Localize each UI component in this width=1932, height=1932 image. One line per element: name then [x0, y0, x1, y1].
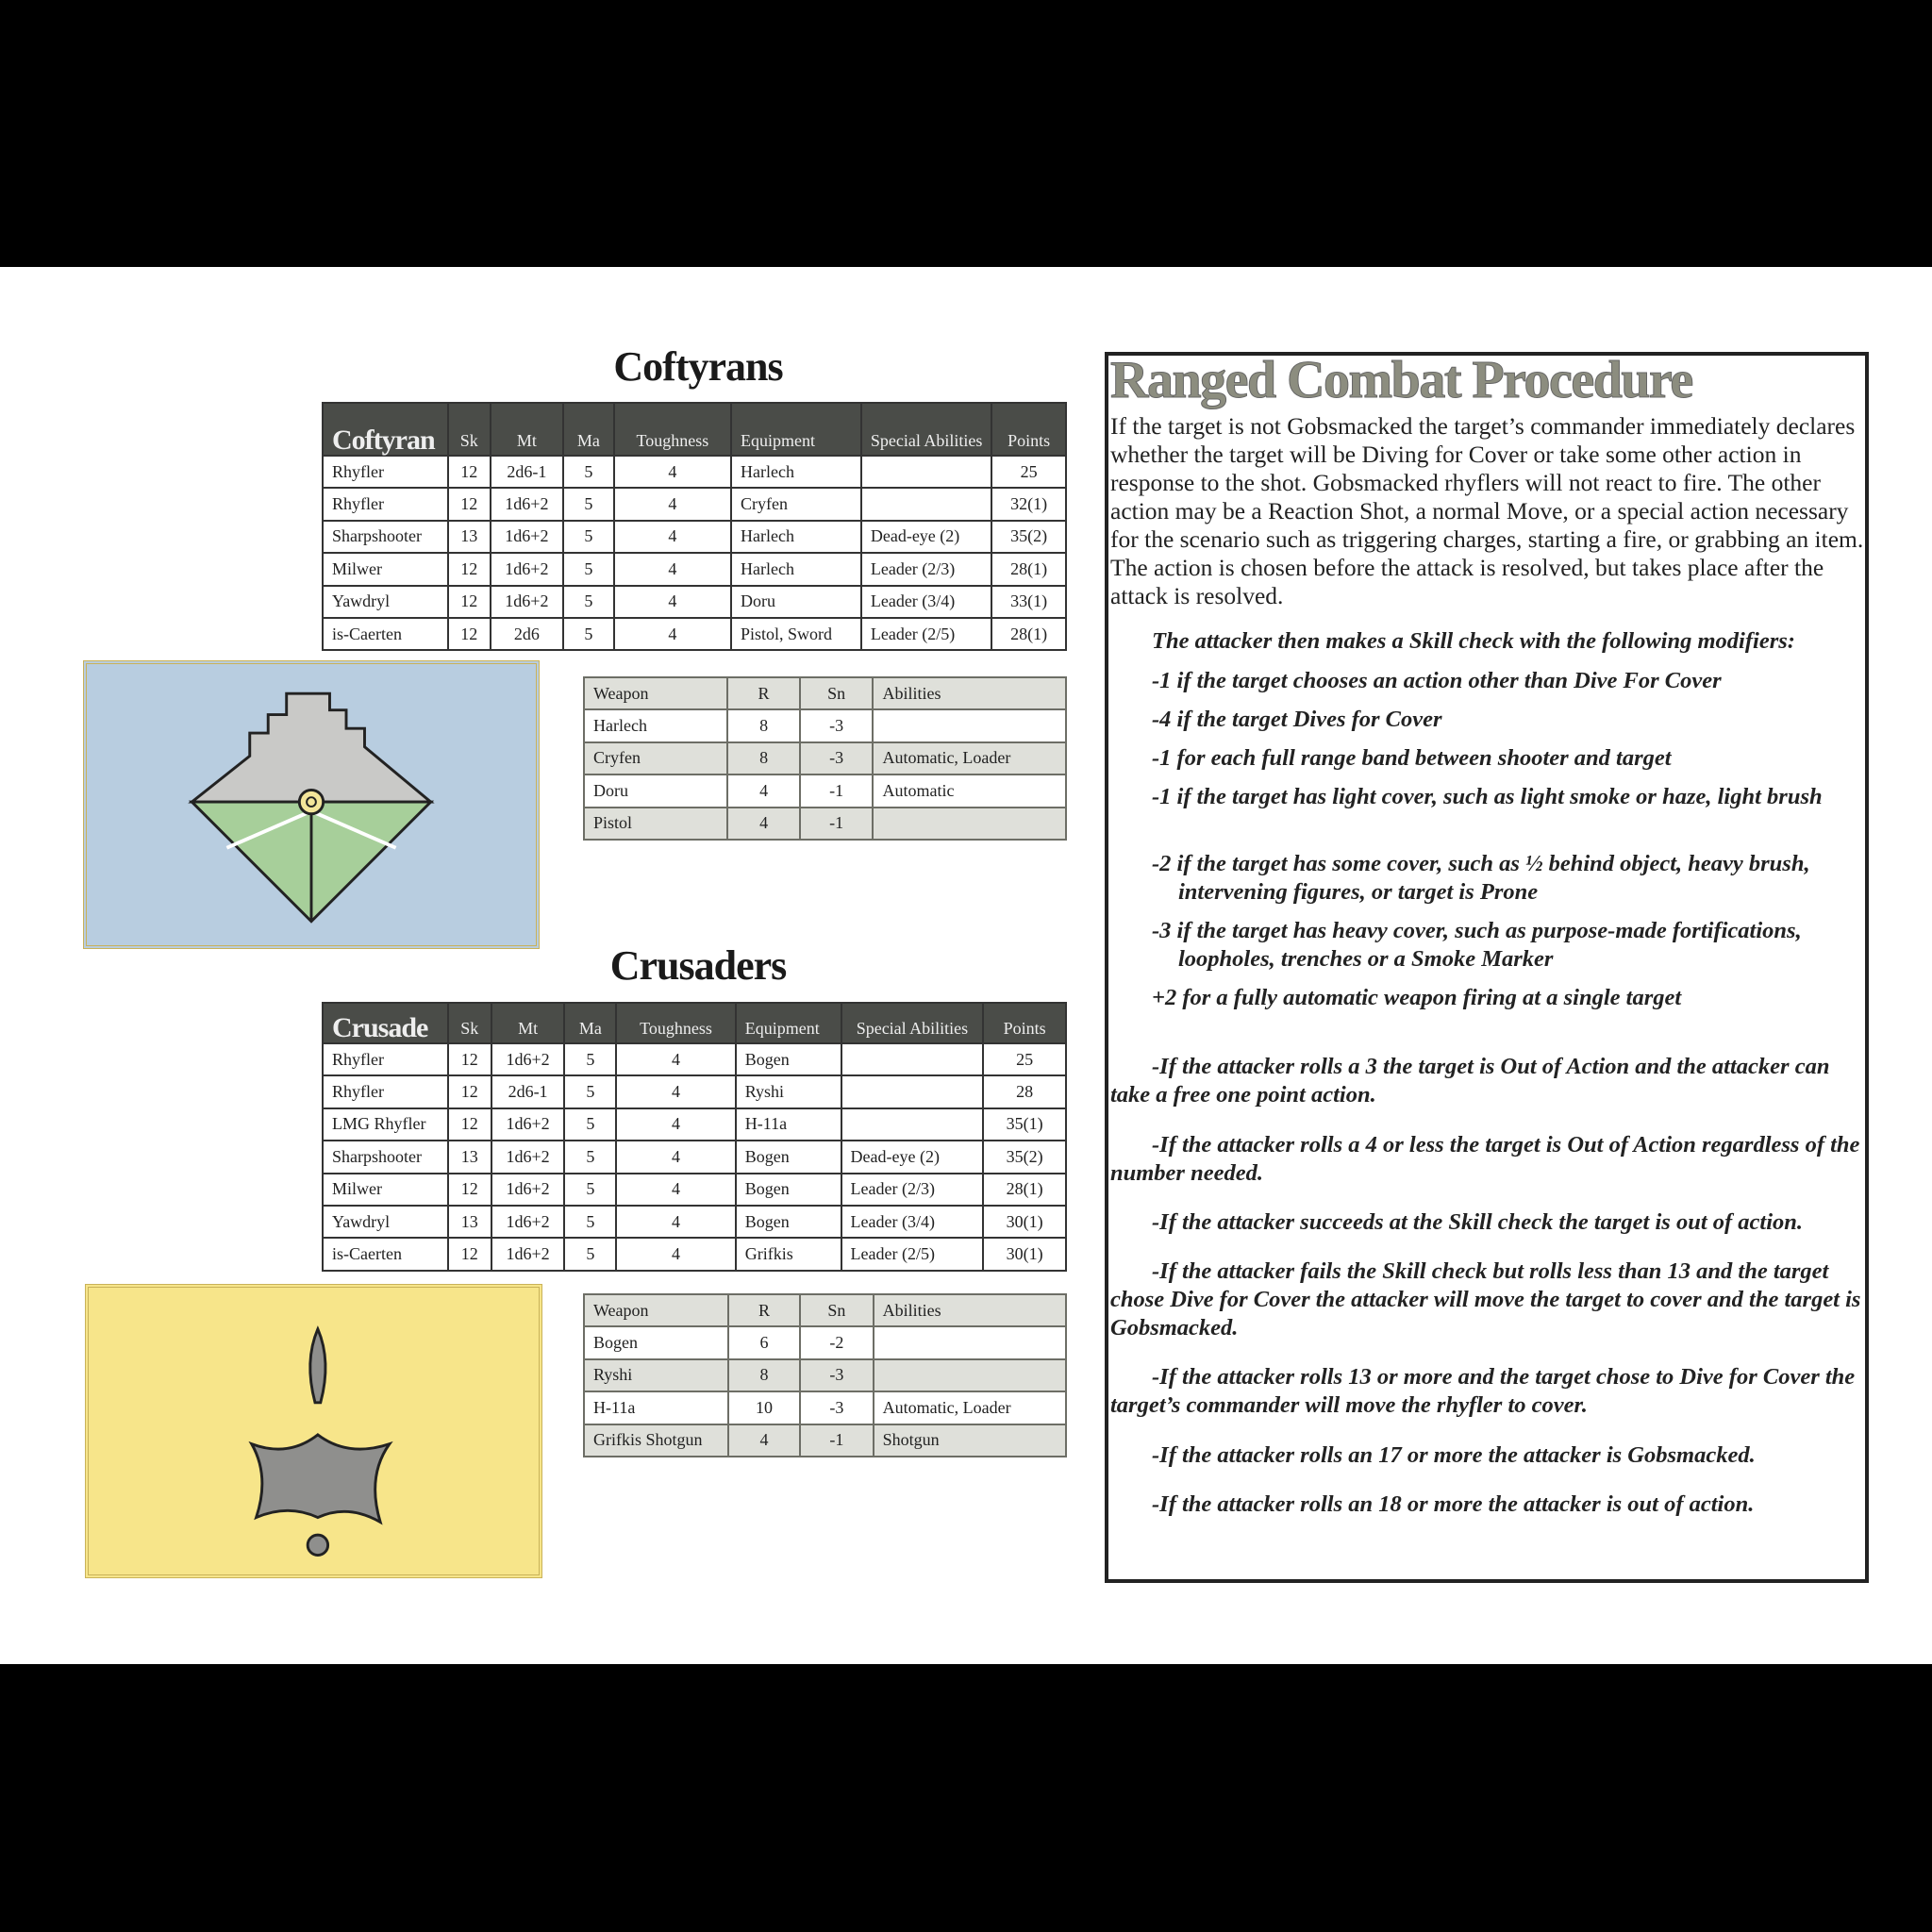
table-cell: Bogen: [584, 1326, 728, 1358]
table-row: [323, 1043, 1066, 1075]
modifier-item: -4 if the target Dives for Cover: [1152, 707, 1442, 732]
column-header: Weapon: [584, 677, 727, 709]
modifier-item: -1 if the target chooses an action other than Dive For Cover: [1152, 668, 1722, 693]
table-cell: Pistol, Sword: [731, 618, 861, 650]
table-cell: [841, 1075, 984, 1108]
table-row: [323, 488, 1066, 520]
table-row: [584, 1326, 1066, 1358]
table-cell: Bogen: [736, 1141, 841, 1173]
table-cell: -3: [800, 709, 874, 741]
table-row: [584, 1391, 1066, 1424]
table-cell: 13: [448, 521, 491, 553]
table-cell: 4: [616, 1206, 735, 1238]
table-cell: [873, 709, 1066, 741]
table-cell: is-Caerten: [323, 1238, 448, 1270]
table-cell: Milwer: [323, 553, 448, 585]
table-cell: Doru: [731, 586, 861, 618]
table-cell: 1d6+2: [491, 1043, 565, 1075]
table-cell: Automatic: [873, 774, 1066, 807]
table-cell: Automatic, Loader: [873, 742, 1066, 774]
table-cell: 1d6+2: [491, 1238, 565, 1270]
column-header: Mt: [491, 403, 563, 456]
column-header: Special Abilities: [841, 1003, 984, 1043]
table-row: [323, 1206, 1066, 1238]
coftyrans-unit-table: [322, 402, 1067, 651]
table-cell: Harlech: [731, 521, 861, 553]
table-cell: 4: [727, 774, 800, 807]
crusaders-unit-table: [322, 1002, 1067, 1272]
column-header: Abilities: [873, 677, 1066, 709]
table-cell: 10: [728, 1391, 800, 1424]
table-row: [323, 1141, 1066, 1173]
table-cell: 8: [727, 709, 800, 741]
table-row: [323, 1238, 1066, 1270]
column-header: Special Abilities: [861, 403, 992, 456]
column-header: Sk: [448, 403, 491, 456]
table-cell: is-Caerten: [323, 618, 448, 650]
column-header: Toughness: [614, 403, 731, 456]
table-cell: Sharpshooter: [323, 1141, 448, 1173]
table-cell: 30(1): [983, 1206, 1066, 1238]
table-cell: 4: [614, 586, 731, 618]
table-cell: 4: [614, 521, 731, 553]
table-cell: 4: [614, 553, 731, 585]
crusaders-title: Crusaders: [609, 942, 787, 989]
modifier-item: -2 if the target has some cover, such as ½ behind object, heavy brush, intervening figures, or target is Prone: [1152, 851, 1810, 905]
table-cell: Harlech: [731, 456, 861, 488]
coftyrans-title: Coftyrans: [613, 343, 783, 390]
table-cell: 4: [614, 618, 731, 650]
table-cell: 4: [616, 1174, 735, 1206]
header-row: [323, 1003, 1066, 1043]
table-row: [323, 1108, 1066, 1141]
table-cell: [873, 808, 1066, 840]
table-cell: 8: [728, 1359, 800, 1391]
header-row: [584, 677, 1066, 709]
table-cell: [861, 456, 992, 488]
column-header: Points: [991, 403, 1066, 456]
table-cell: 6: [728, 1326, 800, 1358]
table-row: [323, 618, 1066, 650]
table-cell: Milwer: [323, 1174, 448, 1206]
table-cell: 5: [564, 1141, 616, 1173]
table-row: [584, 1359, 1066, 1391]
table-cell: 5: [563, 553, 614, 585]
column-header: Ma: [563, 403, 614, 456]
column-header: Sn: [800, 1294, 873, 1326]
table-cell: 25: [991, 456, 1066, 488]
table-cell: 12: [448, 586, 491, 618]
table-cell: Leader (2/3): [841, 1174, 984, 1206]
result-item: -If the attacker rolls a 4 or less the target is Out of Action regardless of the number needed.: [1110, 1132, 1860, 1186]
table-cell: 12: [448, 1174, 491, 1206]
table-cell: 2d6-1: [491, 456, 563, 488]
table-cell: Leader (3/4): [861, 586, 992, 618]
table-row: [584, 1424, 1066, 1457]
column-header: Weapon: [584, 1294, 728, 1326]
column-header: Coftyran: [323, 403, 448, 456]
table-cell: 1d6+2: [491, 1141, 565, 1173]
table-cell: Shotgun: [874, 1424, 1066, 1457]
column-header: Sk: [448, 1003, 491, 1043]
table-cell: 4: [616, 1075, 735, 1108]
table-cell: H-11a: [736, 1108, 841, 1141]
table-cell: 5: [563, 521, 614, 553]
table-cell: 1d6+2: [491, 553, 563, 585]
table-cell: 12: [448, 1075, 491, 1108]
crusader-flag-image: [85, 1284, 542, 1578]
table-cell: 2d6-1: [491, 1075, 565, 1108]
modifier-item: -3 if the target has heavy cover, such as purpose-made fortifications, loopholes, trenches or a Smoke Marker: [1152, 918, 1802, 972]
table-cell: Dead-eye (2): [841, 1141, 984, 1173]
column-header: Toughness: [616, 1003, 735, 1043]
column-header: Sn: [800, 677, 874, 709]
table-cell: 1d6+2: [491, 1108, 565, 1141]
table-cell: 8: [727, 742, 800, 774]
table-cell: Ryshi: [736, 1075, 841, 1108]
coftyrans-weapon-table: [583, 676, 1067, 841]
table-cell: Leader (2/5): [861, 618, 992, 650]
table-cell: 12: [448, 1043, 491, 1075]
table-cell: 5: [564, 1238, 616, 1270]
table-cell: -3: [800, 742, 874, 774]
table-cell: Rhyfler: [323, 456, 448, 488]
table-cell: 13: [448, 1206, 491, 1238]
table-cell: LMG Rhyfler: [323, 1108, 448, 1141]
table-cell: 13: [448, 1141, 491, 1173]
table-cell: 4: [616, 1141, 735, 1173]
table-cell: 4: [614, 488, 731, 520]
table-row: [323, 521, 1066, 553]
table-cell: [841, 1043, 984, 1075]
table-cell: 5: [564, 1174, 616, 1206]
table-cell: 12: [448, 618, 491, 650]
table-cell: Doru: [584, 774, 727, 807]
table-cell: 5: [563, 488, 614, 520]
table-row: [323, 1075, 1066, 1108]
table-cell: 12: [448, 488, 491, 520]
table-cell: Automatic, Loader: [874, 1391, 1066, 1424]
column-header: Mt: [491, 1003, 565, 1043]
table-cell: Grifkis: [736, 1238, 841, 1270]
procedure-title: Ranged Combat Procedure: [1110, 351, 1692, 409]
table-cell: 4: [614, 456, 731, 488]
table-cell: -3: [800, 1391, 873, 1424]
table-cell: Rhyfler: [323, 1043, 448, 1075]
table-cell: Leader (2/5): [841, 1238, 984, 1270]
modifiers-intro: The attacker then makes a Skill check with the following modifiers:: [1152, 628, 1795, 654]
table-cell: Yawdryl: [323, 586, 448, 618]
table-cell: [841, 1108, 984, 1141]
table-cell: Harlech: [584, 709, 727, 741]
table-cell: -1: [800, 808, 874, 840]
table-cell: 12: [448, 553, 491, 585]
table-cell: 12: [448, 1108, 491, 1141]
table-cell: -2: [800, 1326, 873, 1358]
result-item: -If the attacker rolls a 3 the target is Out of Action and the attacker can take a free one point action.: [1110, 1054, 1830, 1108]
table-cell: 35(1): [983, 1108, 1066, 1141]
column-header: Equipment: [731, 403, 861, 456]
table-cell: Rhyfler: [323, 488, 448, 520]
column-header: Ma: [564, 1003, 616, 1043]
result-item: -If the attacker rolls 13 or more and the target chose to Dive for Cover the target’s commander will move the rhyfler to cover.: [1110, 1364, 1856, 1418]
table-cell: Sharpshooter: [323, 521, 448, 553]
table-cell: Pistol: [584, 808, 727, 840]
table-row: [584, 742, 1066, 774]
table-row: [323, 456, 1066, 488]
table-cell: 35(2): [991, 521, 1066, 553]
table-cell: Cryfen: [731, 488, 861, 520]
table-cell: 28: [983, 1075, 1066, 1108]
table-cell: 1d6+2: [491, 488, 563, 520]
table-cell: 5: [563, 618, 614, 650]
table-cell: Bogen: [736, 1174, 841, 1206]
table-cell: H-11a: [584, 1391, 728, 1424]
column-header: R: [728, 1294, 800, 1326]
table-cell: 5: [564, 1108, 616, 1141]
table-cell: 4: [616, 1108, 735, 1141]
table-cell: 4: [616, 1043, 735, 1075]
table-row: [584, 808, 1066, 840]
table-row: [323, 586, 1066, 618]
table-cell: 5: [564, 1043, 616, 1075]
table-cell: -3: [800, 1359, 873, 1391]
column-header: Points: [983, 1003, 1066, 1043]
table-cell: Grifkis Shotgun: [584, 1424, 728, 1457]
table-cell: Harlech: [731, 553, 861, 585]
table-cell: 5: [563, 456, 614, 488]
procedure-intro: If the target is not Gobsmacked the target’s commander immediately declares whether the target will be Diving for Cover or take some other action in response to the shot. Gobsmacked rhyflers will not react to fire. The other action may be a Reaction Shot, a normal Move, or a special action necessary for the scenario such as triggering charges, starting a fire, or grabbing an item. The action is chosen before the attack is resolved, but takes place after the attack is resolved.: [1110, 412, 1864, 609]
table-cell: 1d6+2: [491, 521, 563, 553]
header-row: [584, 1294, 1066, 1326]
column-header: Equipment: [736, 1003, 841, 1043]
table-cell: -1: [800, 774, 874, 807]
table-row: [323, 553, 1066, 585]
table-row: [584, 774, 1066, 807]
table-cell: Dead-eye (2): [861, 521, 992, 553]
table-cell: 12: [448, 456, 491, 488]
table-cell: 2d6: [491, 618, 563, 650]
table-cell: Yawdryl: [323, 1206, 448, 1238]
crusaders-weapon-table: [583, 1293, 1067, 1457]
table-cell: 35(2): [983, 1141, 1066, 1173]
table-cell: 33(1): [991, 586, 1066, 618]
table-cell: 5: [564, 1075, 616, 1108]
table-cell: Rhyfler: [323, 1075, 448, 1108]
table-cell: -1: [800, 1424, 873, 1457]
table-cell: Ryshi: [584, 1359, 728, 1391]
table-cell: 4: [728, 1424, 800, 1457]
table-cell: 1d6+2: [491, 586, 563, 618]
table-cell: Cryfen: [584, 742, 727, 774]
table-cell: 32(1): [991, 488, 1066, 520]
table-cell: Leader (2/3): [861, 553, 992, 585]
table-cell: Bogen: [736, 1043, 841, 1075]
table-cell: 5: [563, 586, 614, 618]
table-cell: 28(1): [991, 553, 1066, 585]
modifier-item: -1 for each full range band between shooter and target: [1152, 745, 1672, 771]
table-cell: 1d6+2: [491, 1174, 565, 1206]
table-cell: Leader (3/4): [841, 1206, 984, 1238]
table-cell: Bogen: [736, 1206, 841, 1238]
table-cell: 28(1): [983, 1174, 1066, 1206]
table-cell: 4: [727, 808, 800, 840]
table-cell: [861, 488, 992, 520]
result-item: -If the attacker rolls an 18 or more the attacker is out of action.: [1152, 1491, 1755, 1517]
header-row: [323, 403, 1066, 456]
table-cell: 12: [448, 1238, 491, 1270]
table-cell: 28(1): [991, 618, 1066, 650]
table-cell: 30(1): [983, 1238, 1066, 1270]
table-cell: [874, 1359, 1066, 1391]
ranged-combat-procedure-box: [1105, 352, 1869, 1583]
table-row: [584, 709, 1066, 741]
table-cell: 4: [616, 1238, 735, 1270]
result-item: -If the attacker fails the Skill check but rolls less than 13 and the target chose Dive for Cover the attacker will move the target to cover and the target is Gobsmacked.: [1110, 1258, 1861, 1341]
table-cell: 5: [564, 1206, 616, 1238]
modifier-item: +2 for a fully automatic weapon firing at a single target: [1152, 985, 1682, 1010]
result-item: -If the attacker succeeds at the Skill check the target is out of action.: [1152, 1209, 1804, 1235]
modifier-item: -1 if the target has light cover, such as light smoke or haze, light brush: [1152, 784, 1823, 809]
table-cell: 25: [983, 1043, 1066, 1075]
column-header: R: [727, 677, 800, 709]
column-header: Crusade: [323, 1003, 448, 1043]
table-cell: 1d6+2: [491, 1206, 565, 1238]
rulebook-page: [0, 267, 1932, 1664]
coftyran-flag-image: [83, 660, 540, 949]
result-item: -If the attacker rolls an 17 or more the attacker is Gobsmacked.: [1152, 1442, 1756, 1468]
table-cell: [874, 1326, 1066, 1358]
table-row: [323, 1174, 1066, 1206]
column-header: Abilities: [874, 1294, 1066, 1326]
